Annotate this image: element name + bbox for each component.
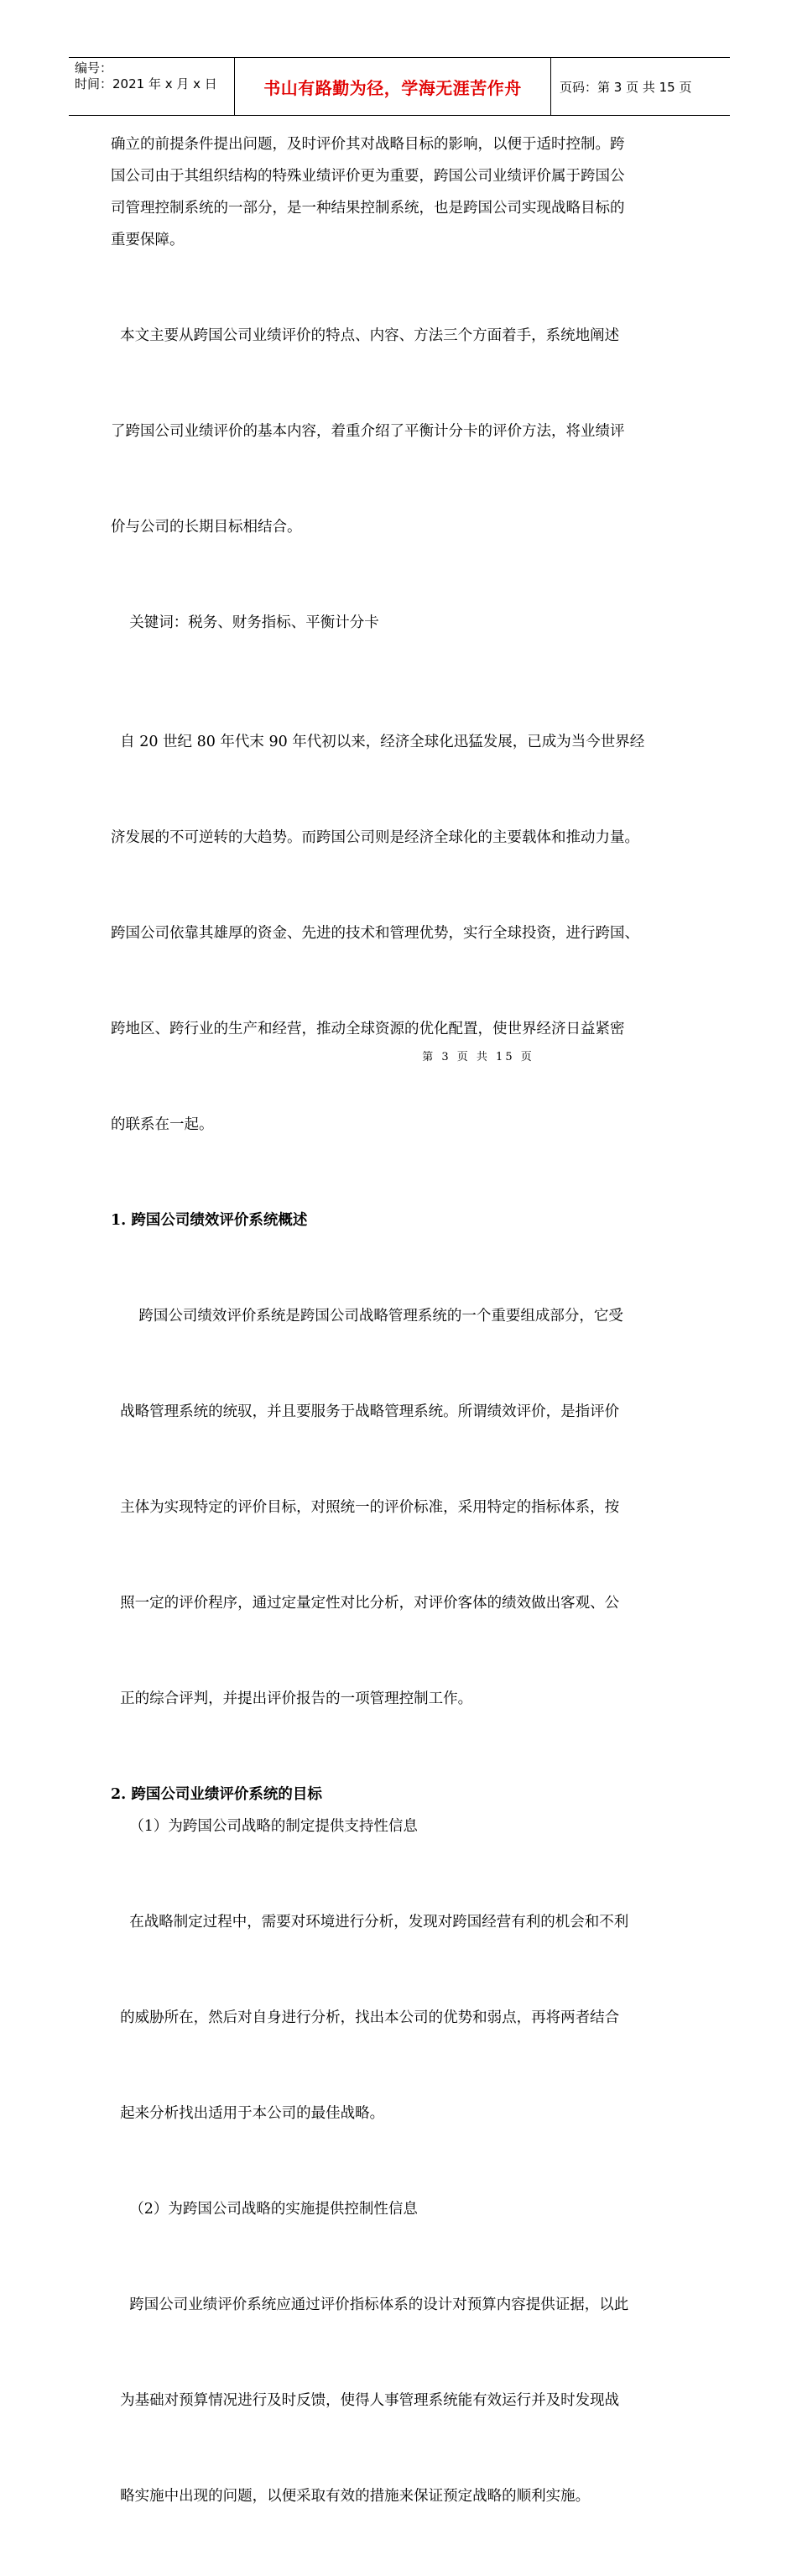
page-header bbox=[69, 57, 730, 116]
text-line: 跨地区、跨行业的生产和经营，推动全球资源的优化配置，使世界经济日益紧密 bbox=[111, 1021, 625, 1037]
text-line: 略实施中出现的问题，以便采取有效的措施来保证预定战略的顺利实施。 bbox=[111, 2488, 591, 2505]
header-meta bbox=[69, 58, 235, 115]
document-date: 时间：2021 年 x 月 x 日 bbox=[75, 76, 217, 91]
text-line: 在战略制定过程中，需要对环境进行分析，发现对跨国经营有利的机会和不利 bbox=[111, 1914, 629, 1931]
text-line: 了跨国公司业绩评价的基本内容，着重介绍了平衡计分卡的评价方法，将业绩评 bbox=[111, 423, 625, 440]
section-heading-2: 2. 跨国公司业绩评价系统的目标 bbox=[111, 1786, 322, 1803]
section-heading-1: 1. 跨国公司绩效评价系统概述 bbox=[111, 1212, 308, 1229]
paragraph-section-1 bbox=[111, 1236, 685, 1779]
text-line: 跨国公司依靠其雄厚的资金、先进的技术和管理优势，实行全球投资，进行跨国、 bbox=[111, 925, 639, 942]
text-line: 跨国公司业绩评价系统应通过评价指标体系的设计对预算内容提供证据，以此 bbox=[111, 2296, 629, 2313]
text-line: 正的综合评判，并提出评价报告的一项管理控制工作。 bbox=[111, 1690, 473, 1707]
text-line: 战略管理系统的统驭，并且要服务于战略管理系统。所谓绩效评价，是指评价 bbox=[111, 1403, 620, 1420]
text-line: 国公司由于其组织结构的特殊业绩评价更为重要，跨国公司业绩评价属于跨国公 bbox=[111, 168, 625, 185]
text-line: 跨国公司绩效评价系统是跨国公司战略管理系统的一个重要组成部分，它受 bbox=[111, 1308, 623, 1325]
text-line: 重要保障。 bbox=[111, 232, 185, 248]
text-line: 司管理控制系统的一部分，是一种结果控制系统，也是跨国公司实现战略目标的 bbox=[111, 200, 625, 217]
subheading-1: （1）为跨国公司战略的制定提供支持性信息 bbox=[111, 1818, 418, 1835]
text-line: 的联系在一起。 bbox=[111, 1116, 214, 1133]
paragraph-abstract bbox=[111, 256, 685, 607]
text-line: 济发展的不可逆转的大趋势。而跨国公司则是经济全球化的主要载体和推动力量。 bbox=[111, 829, 639, 846]
text-line: 确立的前提条件提出问题，及时评价其对战略目标的影响，以便于适时控制。跨 bbox=[111, 136, 625, 153]
paragraph-subsection-1 bbox=[111, 1842, 685, 2193]
paragraph-gap bbox=[111, 639, 685, 662]
document-number: 编号： bbox=[75, 60, 113, 76]
keywords: 关键词：税务、财务指标、平衡计分卡 bbox=[111, 614, 379, 631]
text-line: 为基础对预算情况进行及时反馈，使得人事管理系统能有效运行并及时发现战 bbox=[111, 2392, 620, 2409]
paragraph-globalization bbox=[111, 662, 685, 1204]
text-line: 的威胁所在，然后对自身进行分析，找出本公司的优势和弱点，再将两者结合 bbox=[111, 2009, 620, 2026]
text-line: 本文主要从跨国公司业绩评价的特点、内容、方法三个方面着手，系统地阐述 bbox=[111, 327, 620, 344]
text-line: 价与公司的长期目标相结合。 bbox=[111, 519, 302, 536]
text-line: 主体为实现特定的评价目标，对照统一的评价标准，采用特定的指标体系，按 bbox=[111, 1499, 620, 1516]
page-footer: 第 3 页 共 15 页 bbox=[422, 1051, 534, 1063]
text-line: 自 20 世纪 80 年代末 90 年代初以来，经济全球化迅猛发展，已成为当今世界经 bbox=[111, 734, 645, 750]
header-motto: 书山有路勤为径，学海无涯苦作舟 bbox=[235, 58, 551, 115]
paragraph-intro-continued bbox=[111, 128, 685, 256]
text-line: 照一定的评价程序，通过定量定性对比分析，对评价客体的绩效做出客观、公 bbox=[111, 1595, 620, 1612]
subheading-2: （2）为跨国公司战略的实施提供控制性信息 bbox=[111, 2201, 418, 2218]
document-body bbox=[111, 128, 685, 2576]
header-page-number: 页码：第 3 页 共 15 页 bbox=[560, 79, 692, 95]
text-line: 起来分析找出适用于本公司的最佳战略。 bbox=[111, 2105, 385, 2122]
paragraph-subsection-2 bbox=[111, 2225, 685, 2576]
